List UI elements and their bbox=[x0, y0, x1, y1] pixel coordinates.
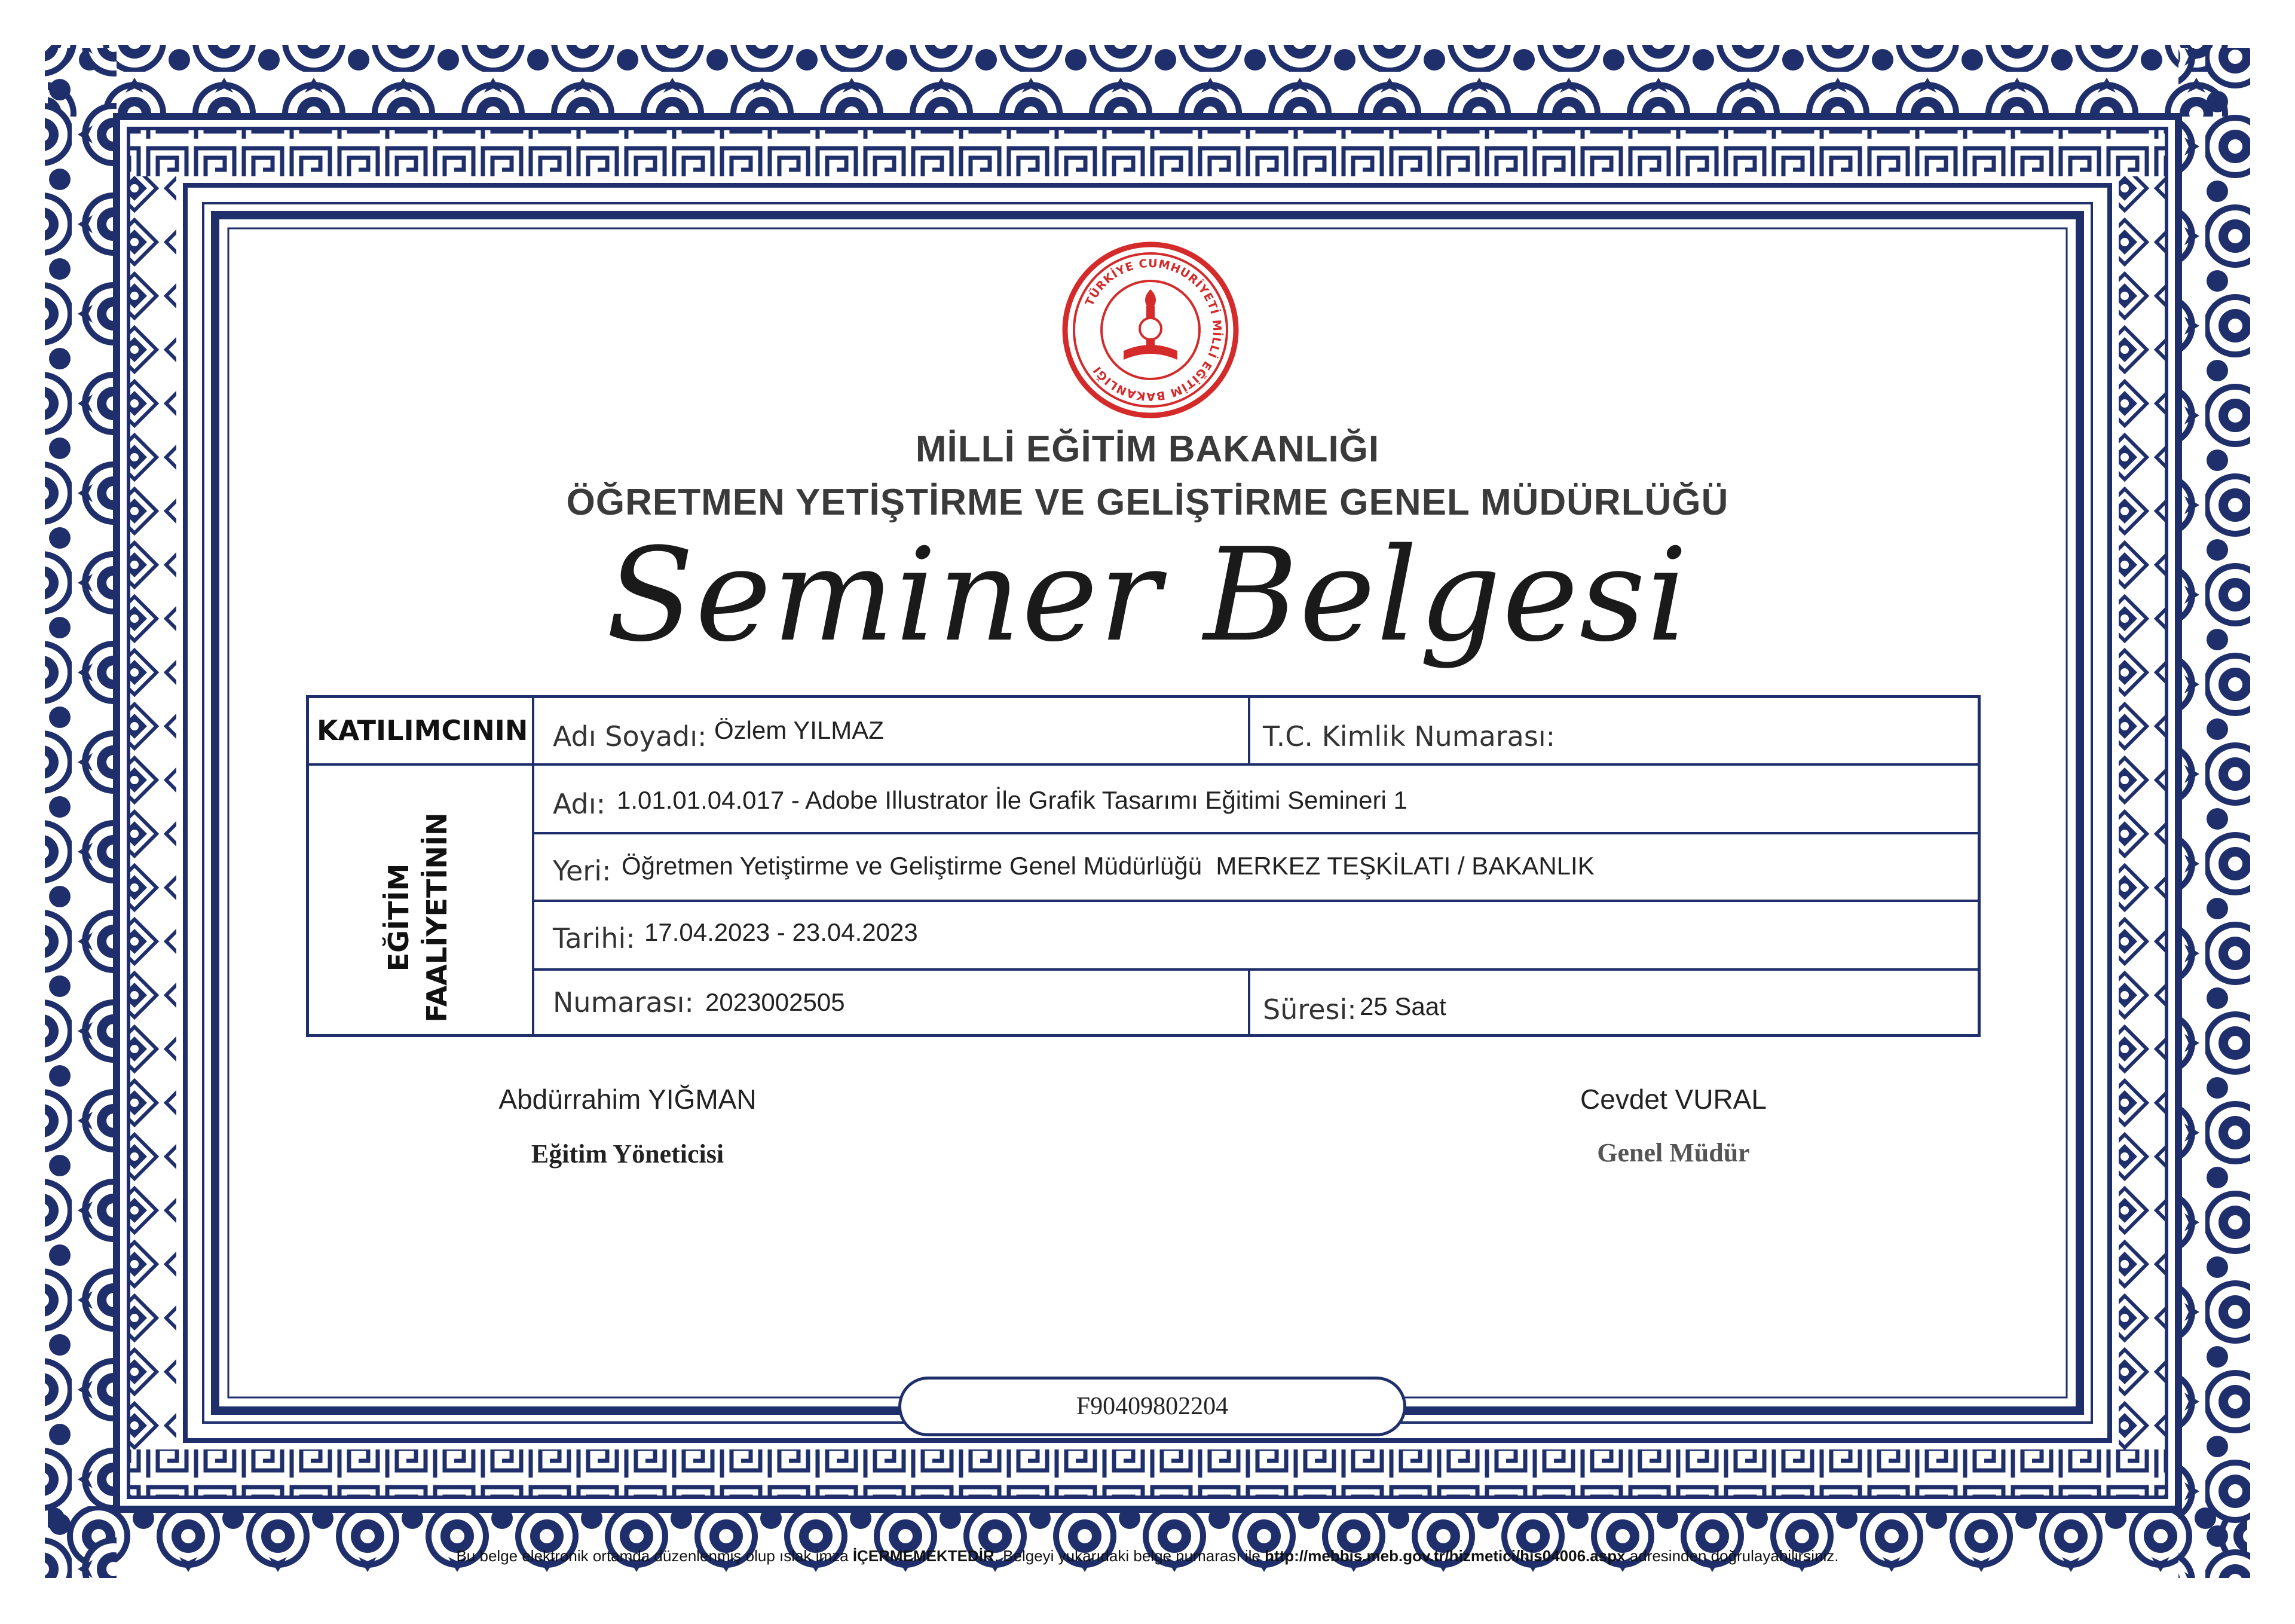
activity-section-label-line1: EĞİTİM bbox=[382, 863, 415, 972]
activity-duration-value: 25 Saat bbox=[1360, 992, 1446, 1020]
table-divider bbox=[306, 763, 1981, 766]
table-divider bbox=[532, 900, 1981, 902]
activity-date-value: 17.04.2023 - 23.04.2023 bbox=[644, 918, 918, 946]
table-divider bbox=[532, 695, 534, 1037]
certificate-serial-number: F90409802204 bbox=[898, 1377, 1406, 1436]
table-divider bbox=[532, 832, 1981, 834]
footer-text-3: adresinden doğrulayabilirsiniz. bbox=[1625, 1547, 1839, 1565]
ministry-seal-icon bbox=[1061, 240, 1240, 420]
activity-place-value: Öğretmen Yetiştirme ve Geliştirme Genel Müdürlüğü MERKEZ TEŞKİLATI / BAKANLIK bbox=[622, 852, 1595, 880]
seal-ring-text: TÜRKİYE CUMHURİYETİ MİLLİ EĞİTİM BAKANLIĞI bbox=[1082, 256, 1224, 403]
activity-section-label-line2: FAALİYETİNİN bbox=[421, 812, 453, 1023]
right-signatory-name: Cevdet VURAL bbox=[1580, 1084, 1767, 1115]
activity-name-value: 1.01.01.04.017 - Adobe Illustrator İle Grafik Tasarımı Eğitimi Semineri 1 bbox=[617, 786, 1407, 814]
footer-text-1: Bu belge elektronik ortamda düzenlenmiş olup ıslak imza bbox=[456, 1547, 853, 1565]
footer-emphasis: İÇERMEMEKTEDİR bbox=[852, 1547, 994, 1565]
footer-text-2: . Belgeyi yukarıdaki belge numarası ile bbox=[994, 1547, 1265, 1565]
table-divider bbox=[1248, 968, 1250, 1037]
activity-name-label: Adı: bbox=[553, 788, 606, 820]
verification-url-link[interactable]: http://mebbis.meb.gov.tr/hizmetici/his04006.aspx bbox=[1265, 1547, 1626, 1565]
right-signatory-role: Genel Müdür bbox=[1597, 1138, 1750, 1167]
activity-section-label bbox=[380, 798, 457, 1037]
left-signatory-name: Abdürrahim YIĞMAN bbox=[498, 1084, 757, 1115]
activity-place-label: Yeri: bbox=[553, 855, 611, 887]
table-divider bbox=[1248, 695, 1250, 764]
certificate-title: Seminer Belgesi bbox=[606, 520, 1689, 670]
table-divider bbox=[532, 968, 1981, 971]
activity-duration-label: Süresi: bbox=[1263, 993, 1357, 1026]
participant-name-value: Özlem YILMAZ bbox=[714, 716, 884, 744]
ministry-name: MİLLİ EĞİTİM BAKANLIĞI bbox=[915, 429, 1380, 470]
participant-section-label: KATILIMCININ bbox=[317, 714, 528, 747]
activity-number-value: 2023002505 bbox=[705, 988, 845, 1016]
verification-footer bbox=[0, 1547, 2295, 1565]
activity-date-label: Tarihi: bbox=[553, 922, 635, 955]
directorate-name: ÖĞRETMEN YETİŞTİRME VE GELİŞTİRME GENEL MÜDÜRLÜĞÜ bbox=[566, 482, 1729, 523]
left-signatory-role: Eğitim Yöneticisi bbox=[531, 1139, 724, 1169]
participant-name-label: Adı Soyadı: bbox=[553, 720, 707, 753]
activity-number-label: Numarası: bbox=[553, 986, 694, 1019]
participant-id-label: T.C. Kimlik Numarası: bbox=[1263, 720, 1556, 753]
